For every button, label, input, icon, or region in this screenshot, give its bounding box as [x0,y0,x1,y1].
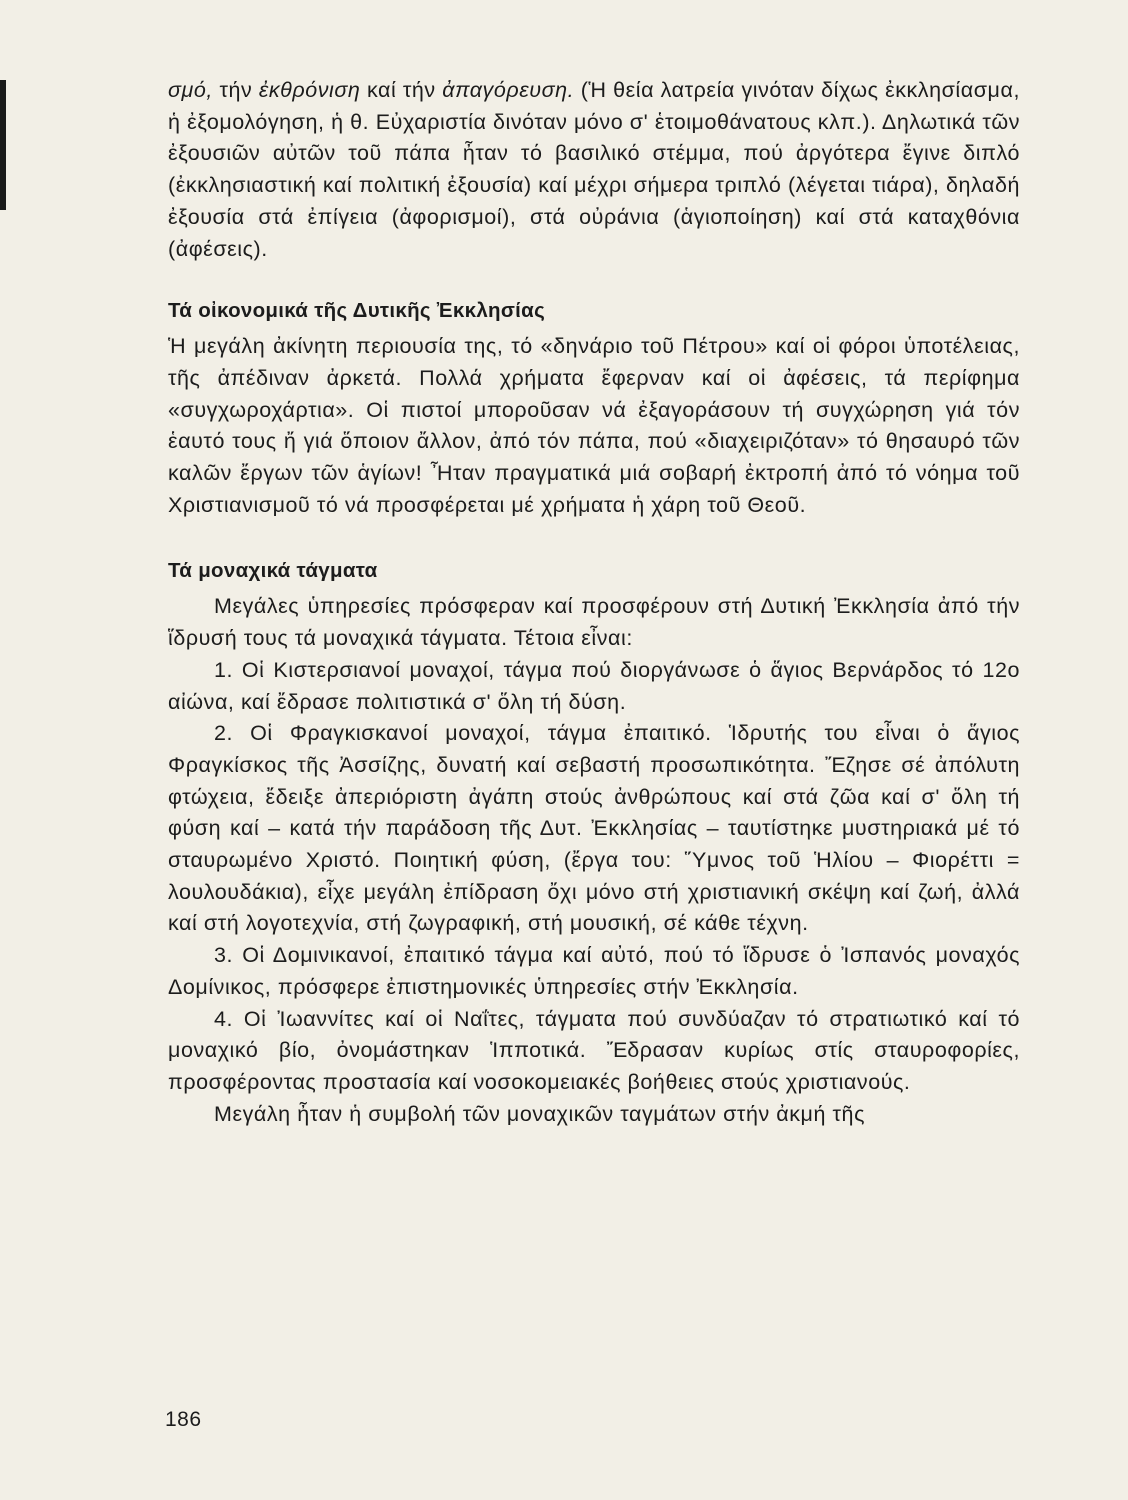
orders-list-item: 1. Οἱ Κιστερσιανοί μοναχοί, τάγμα πού διοργάνωσε ὁ ἅγιος Βερνάρδος τό 12ο αἰώνα, καί ἔδρασε πολιτιστικά σ' ὅλη τή δύση. [168,657,1020,714]
page-text-block [168,75,1020,1130]
orders-closing-paragraph: Μεγάλη ἦταν ἡ συμβολή τῶν μοναχικῶν ταγμάτων στήν ἀκμή τῆς [214,1101,865,1126]
economics-heading: Τά οἰκονομικά τῆς Δυτικῆς Ἐκκλησίας [168,299,546,323]
orders-list-item: 3. Οἱ Δομινικανοί, ἐπαιτικό τάγμα καί αὐτό, πού τό ἵδρυσε ὁ Ἰσπανός μοναχός Δομίνικος, πρόσφερε ἐπιστημονικές ὑπηρεσίες στήν Ἐκκλησία. [168,943,1020,999]
orders-intro-paragraph: Μεγάλες ὑπηρεσίες πρόσφεραν καί προσφέρουν στή Δυτική Ἐκκλησία ἀπό τήν ἵδρυσή τους τά μοναχικά τάγματα. Τέτοια εἶναι: [168,594,1020,651]
orders-list-item: 4. Οἱ Ἰωαννίτες καί οἱ Ναΐτες, τάγματα πού συνδύαζαν τό στρατιωτικό καί τό μοναχικό βίο, ὀνομάστηκαν Ἱπποτικά. Ἔδρασαν κυρίως στίς σταυροφορίες, προσφέροντας προστασία καί νοσοκομειακές βοήθειες στούς χριστιανούς. [168,1006,1020,1094]
orders-heading: Τά μοναχικά τάγματα [168,559,378,583]
intro-italic-1: σμό, [168,78,213,102]
orders-list-item: 2. Οἱ Φραγκισκανοί μοναχοί, τάγμα ἐπαιτικό. Ἱδρυτής του εἶναι ὁ ἅγιος Φραγκίσκος τῆς Ἀσσίζης, δυνατή καί σεβαστή προσωπικότητα. Ἔζησε σέ ἀπόλυτη φτώχεια, ἔδειξε ἀπεριόριστη ἀγάπη στούς ἀνθρώπους καί στά ζῶα καί σ' ὅλη τή φύση καί – κατά τήν παράδοση τῆς Δυτ. Ἐκκλησίας – ταυτίστηκε μυστηριακά μέ τό σταυρωμένο Χριστό. Ποιητική φύση, (ἔργα του: Ὕμνος τοῦ Ἡλίου – Φιορέττι = λουλουδάκια), εἶχε μεγάλη ἐπίδραση ὄχι μόνο στή χριστιανική σκέψη καί ζωή, ἀλλά καί στή λογοτεχνία, στή ζωγραφική, στή μουσική, σέ κάθε τέχνη. [168,721,1020,936]
intro-text-rest: (Ἡ θεία λατρεία γινόταν δίχως ἐκκλησίασμα, ἡ ἐξομολόγηση, ἡ θ. Εὐχαριστία δινόταν μόνο σ' ἑτοιμοθάνατους κλπ.). Δηλωτικά τῶν ἐξουσιῶν αὐτῶν τοῦ πάπα ἦταν τό βασιλικό στέμμα, πού ἀργότερα ἔγινε διπλό (ἐκκλησιαστική καί πολιτική ἐξουσία) καί μέχρι σήμερα τριπλό (λέγεται τιάρα), δηλαδή ἐξουσία στά ἐπίγεια (ἀφορισμοί), στά οὐράνια (ἁγιοποίηση) καί στά καταχθόνια (ἀφέσεις). [168,78,1020,261]
intro-text-2: καί τήν [360,78,443,102]
intro-italic-2: ἐκθρόνιση [258,78,361,102]
economics-paragraph: Ἡ μεγάλη ἀκίνητη περιουσία της, τό «δηνάριο τοῦ Πέτρου» καί οἱ φόροι ὑποτέλειας, τῆς ἀπέδιναν ἀρκετά. Πολλά χρήματα ἔφερναν καί οἱ ἀφέσεις, τά περίφημα «συγχωροχάρτια». Οἱ πιστοί μποροῦσαν νά ἐξαγοράσουν τή συγχώρηση γιά τόν ἑαυτό τους ἤ γιά ὅποιον ἄλλον, ἀπό τόν πάπα, πού «διαχειριζόταν» τό θησαυρό τῶν καλῶν ἔργων τῶν ἁγίων! Ἦταν πραγματικά μιά σοβαρή ἐκτροπή ἀπό τό νόημα τοῦ Χριστιανισμοῦ τό νά προσφέρεται μέ χρήματα ἡ χάρη τοῦ Θεοῦ. [168,334,1020,517]
page-number: 186 [165,1408,202,1431]
binding-edge-mark [0,80,6,210]
intro-text-1: τήν [212,78,259,102]
intro-italic-3: ἀπαγόρευση. [442,78,575,102]
intro-paragraph [168,75,1020,265]
